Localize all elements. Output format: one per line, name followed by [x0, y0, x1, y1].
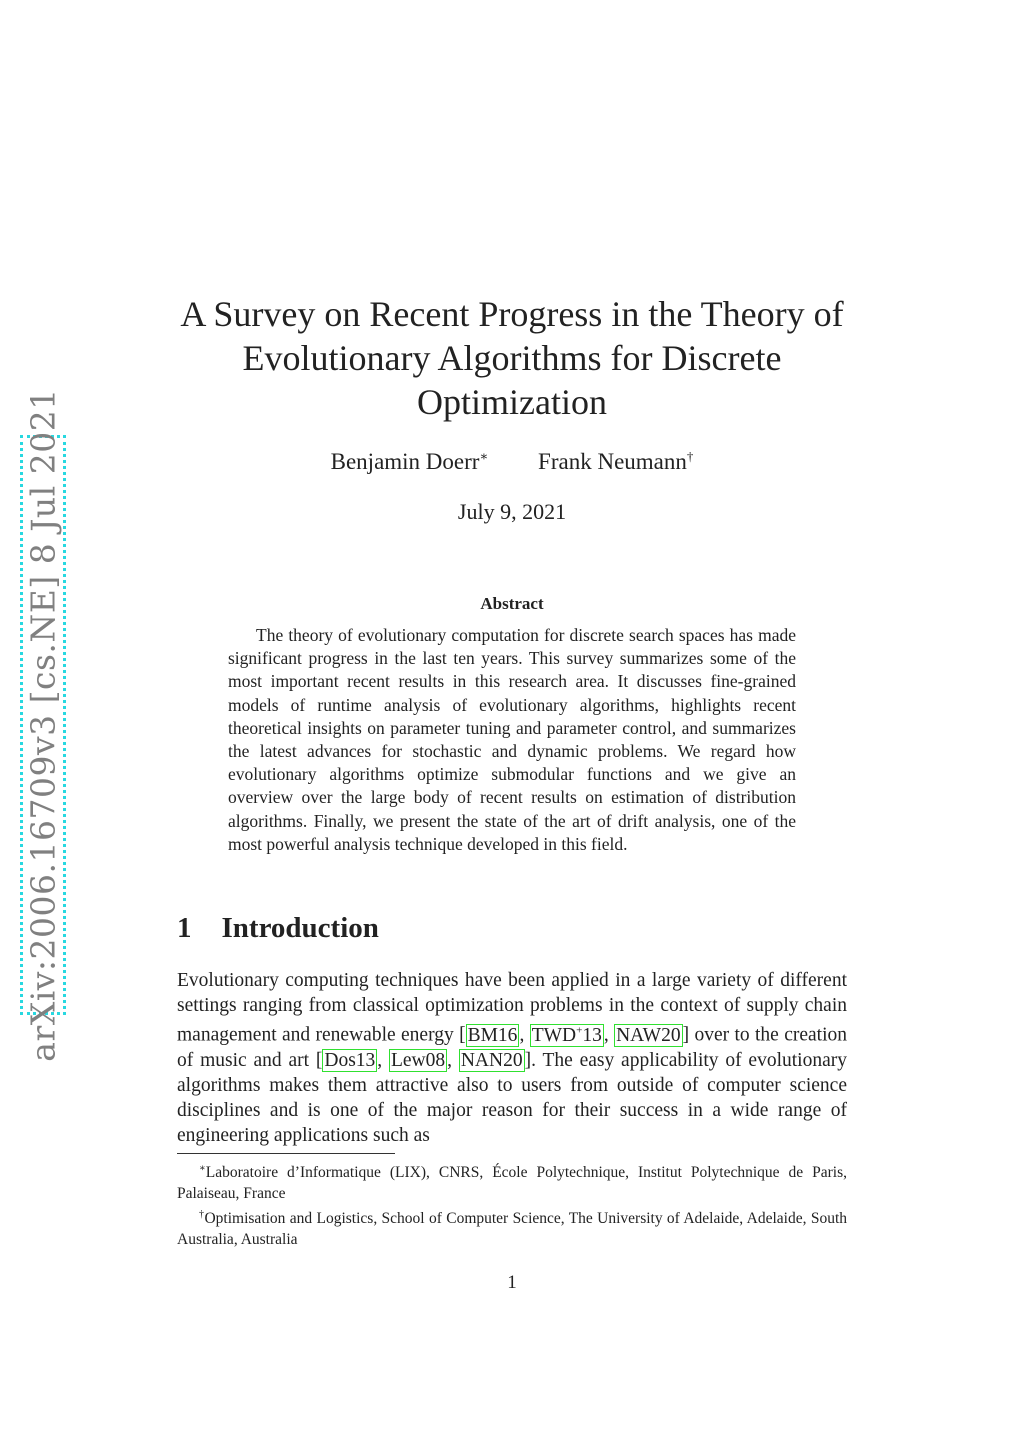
- title-line-3: Optimization: [417, 382, 607, 422]
- intro-text-1: Evolutionary computing techniques have been applied in a large variety of different settings ranging from classical optimization problems in the context of supply chain management and renewable energy [: [177, 970, 847, 1046]
- abstract-heading: Abstract: [480, 594, 544, 613]
- citation-nan20[interactable]: NAN20: [460, 1049, 523, 1071]
- section-number: 1: [177, 912, 192, 944]
- title-line-2: Evolutionary Algorithms for Discrete: [242, 338, 782, 378]
- title-line-1: A Survey on Recent Progress in the Theory of: [180, 294, 844, 334]
- author-2: [538, 449, 693, 474]
- footnote-divider: [177, 1153, 395, 1154]
- arxiv-identifier[interactable]: arXiv:2006.16709v3 [cs.NE] 8 Jul 2021: [23, 388, 63, 1062]
- citation-twd13-sup: +: [576, 1024, 583, 1036]
- citation-naw20[interactable]: NAW20: [616, 1024, 681, 1046]
- intro-text-3: ]. The easy applicability of evolutionary algorithms makes them attractive also to users from outside of computer science disciplines and is one of the major reason for their success in a wide range of engineering applications such as: [177, 1049, 847, 1146]
- author-list: [150, 448, 874, 475]
- author-2-name: Frank Neumann: [538, 448, 687, 474]
- intro-sep-1: ,: [519, 1024, 530, 1046]
- intro-paragraph: [177, 968, 847, 1148]
- author-1: [331, 449, 489, 474]
- paper-date: July 9, 2021: [457, 499, 567, 524]
- paper-title: [150, 292, 874, 424]
- citation-bm16[interactable]: BM16: [467, 1024, 518, 1046]
- abstract-text: The theory of evolutionary computation for discrete search spaces has made significant progress in the last ten years. This survey summarizes some of the most important recent results in this research area. It discusses fine-grained models of runtime analysis of evolutionary algorithms, highlights recent theoretical insights on parameter tuning and parameter control, and summarizes the latest advances for stochastic and dynamic problems. We regard how evolutionary algorithms optimize submodular functions and we give an overview over the large body of recent results on estimation of distribution algorithms. Finally, we present the state of the art of drift analysis, one of the most powerful analysis technique developed in this field.: [228, 625, 796, 854]
- intro-text-2: ] over to the creation of music and art [: [177, 1024, 847, 1071]
- footnote-1-text: Laboratoire d’Informatique (LIX), CNRS, École Polytechnique, Institut Polytechnique de Paris, Palaiseau, France: [177, 1164, 847, 1203]
- citation-dos13[interactable]: Dos13: [324, 1049, 376, 1071]
- citation-twd13-base: TWD: [531, 1024, 577, 1046]
- footnote-2-text: Optimisation and Logistics, School of Computer Science, The University of Adelaide, Adelaide, South Australia, Australia: [177, 1210, 847, 1249]
- section-heading: [177, 912, 379, 945]
- citation-twd13-year: 13: [582, 1024, 602, 1046]
- footnote-2: [177, 1204, 847, 1250]
- intro-sep-2: ,: [603, 1024, 615, 1046]
- footnote-2-mark: †: [199, 1209, 205, 1221]
- intro-sep-3: ,: [377, 1049, 389, 1071]
- author-1-name: Benjamin Doerr: [330, 448, 480, 474]
- footnote-1: [177, 1158, 847, 1204]
- footnotes: [177, 1158, 847, 1250]
- author-2-footnote-mark[interactable]: †: [686, 448, 694, 463]
- author-1-footnote-mark[interactable]: ∗: [479, 448, 489, 463]
- section-title: Introduction: [221, 912, 379, 944]
- citation-twd13[interactable]: [530, 1024, 604, 1047]
- page-number: 1: [507, 1272, 517, 1293]
- intro-sep-4: ,: [447, 1049, 459, 1071]
- footnote-1-mark: ∗: [199, 1163, 206, 1174]
- citation-lew08[interactable]: Lew08: [390, 1049, 446, 1071]
